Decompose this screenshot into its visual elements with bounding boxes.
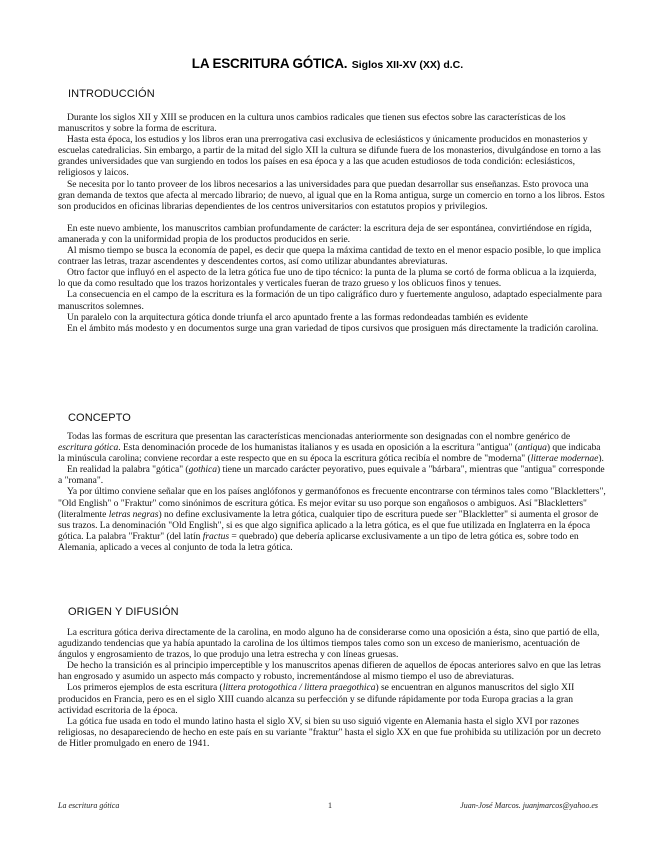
paragraph: En realidad la palabra "gótica" (gothica) tiene un marcado carácter peyorativo, pues equivale a "bárbara", mientras que "antigua" corresponde a "romana". — [58, 464, 605, 487]
paragraph: Un paralelo con la arquitectura gótica donde triunfa el arco apuntado frente a las formas redondeadas también es evidente — [67, 311, 528, 323]
paragraph: Durante los siglos XII y XIII se producen en la cultura unos cambios radicales que tienen sus efectos sobre las características de los manuscritos y sobre la forma de escritura. — [58, 112, 566, 135]
paragraph: Todas las formas de escritura que presentan las características mencionadas anteriormente son designadas con el nombre genérico de escritura gótica. Esta denominación procede de los humanistas italianos y es usada en oposición a la escritura "antigua" (antiqua) que indicaba la minúscula carolina; conviene recordar a este respecto que en su época la escritura gótica recibía el nombre de "moderna" (litterae modernae). — [58, 431, 604, 465]
paragraph: En este nuevo ambiente, los manuscritos cambian profundamente de carácter: la escritura deja de ser espontánea, convirtiéndose en rígida, amanerada y con la uniformidad propia de los productos producidos en serie. — [58, 222, 592, 245]
paragraph: La gótica fue usada en todo el mundo latino hasta el siglo XV, si bien su uso siguió vigente en Alemania hasta el siglo XVI por razones religiosas, no desapareciendo de hecho en este país en su variante "fraktur" hasta el siglo XX en que fue prohibida su utilización por un decreto de Hitler promulgado en enero de 1941. — [58, 715, 601, 749]
paragraph: Hasta esta época, los estudios y los libros eran una prerrogativa casi exclusiva de eclesiásticos y únicamente producidos en monasterios y escuelas catedralicias. Sin embargo, a partir de la mitad del siglo XII la cultura se difunde fuera de los monasterios, divulgándose en torno a las grandes universidades que van surgiendo en todos los países en esa época y a las que acuden estudiosos de toda condición: eclesiásticos, religiosos y laicos. — [58, 134, 601, 179]
paragraph: En el ámbito más modesto y en documentos surge una gran variedad de tipos cursivos que prosiguen más directamente la tradición carolina. — [67, 322, 599, 334]
section-heading: ORIGEN Y DIFUSIÓN — [68, 606, 179, 618]
title-subtitle: Siglos XII-XV (XX) d.C. — [351, 59, 464, 71]
section-origen — [58, 606, 606, 749]
footer-author: Juan-José Marcos. juanjmarcos@yahoo.es — [460, 801, 598, 810]
footer-title: La escritura gótica — [58, 801, 120, 810]
section-heading: INTRODUCCIÓN — [68, 88, 155, 100]
paragraph: La escritura gótica deriva directamente de la carolina, en modo alguno ha de considerarse como una oposición a ésta, sino que partió de ella, agudizando tendencias que ya había apuntado la carolina de los últimos tiempos tales como son un exceso de manierismo, acentuación de ángulos y engrosamiento de trazos, lo que produjo una letra estrecha y con líneas gruesas. — [58, 627, 600, 661]
paragraph: Los primeros ejemplos de esta escritura (littera protogothica / littera praegothica) se encuentran en algunos manuscritos del siglo XII producidos en Francia, pero es en el siglo XIII cuando alcanza su perfección y se difunde rápidamente por toda Europa gracias a la gran actividad escritoria de la época. — [58, 682, 575, 716]
section-introduccion — [58, 88, 606, 334]
title-main: LA ESCRITURA GÓTICA. — [191, 56, 348, 71]
page-number: 1 — [328, 801, 332, 810]
section-heading: CONCEPTO — [68, 412, 131, 424]
paragraph: De hecho la transición es al principio imperceptible y los manuscritos apenas difieren de aquellos de épocas anteriores salvo en que las letras han engrosado y asumido un aspecto más compacto y robusto, incrementándose al mismo tiempo el uso de abreviaturas. — [58, 660, 601, 683]
paragraph: Al mismo tiempo se busca la economía de papel, es decir que quepa la máxima cantidad de texto en el menor espacio posible, lo que implica contraer las letras, trazar ascendentes y descendentes cortos, así como utilizar abundantes abreviaturas. — [58, 245, 601, 268]
document-title — [0, 55, 655, 73]
paragraph: La consecuencia en el campo de la escritura es la formación de un tipo caligráfico duro y fuertemente anguloso, adaptado especialmente para manuscritos solemnes. — [58, 289, 602, 312]
paragraph: Ya por último conviene señalar que en los países anglófonos y germanófonos es frecuente encontrarse con términos tales como "Blackletters", "Old English" o "Fraktur" como sinónimos de escritura gótica. Es mejor evitar su uso porque son engañosos o ambiguos. Así "Blackletters" (literalmente letras negras) no define exclusivamente la letra gótica, cualquier tipo de escritura puede ser "Blackletter" si aumenta el grosor de sus trazos. La denominación "Old English", si es que algo significa aplicado a la letra gótica, es el que fue utilizada en Inglaterra en la época gótica. La palabra "Fraktur" (del latín fractus = quebrado) que debería aplicarse exclusivamente a un tipo de letra gótica es, sobre todo en Alemania, aplicado a veces al conjunto de toda la letra gótica. — [58, 486, 606, 553]
paragraph: Otro factor que influyó en el aspecto de la letra gótica fue uno de tipo técnico: la punta de la pluma se cortó de forma oblicua a la izquierda, lo que da como resultado que los trazos horizontales y verticales fueran de trazo grueso y los oblicuos finos y tenues. — [58, 267, 597, 290]
paragraph: Se necesita por lo tanto proveer de los libros necesarios a las universidades para que puedan desarrollar sus enseñanzas. Esto provoca una gran demanda de textos que afecta al mercado librario; de nuevo, al igual que en la Roma antigua, surge un comercio en torno a los libros. Estos son producidos en oficinas librarias dependientes de los centros universitarios con estatutos propios y privilegios. — [58, 178, 605, 212]
section-concepto — [58, 412, 606, 553]
